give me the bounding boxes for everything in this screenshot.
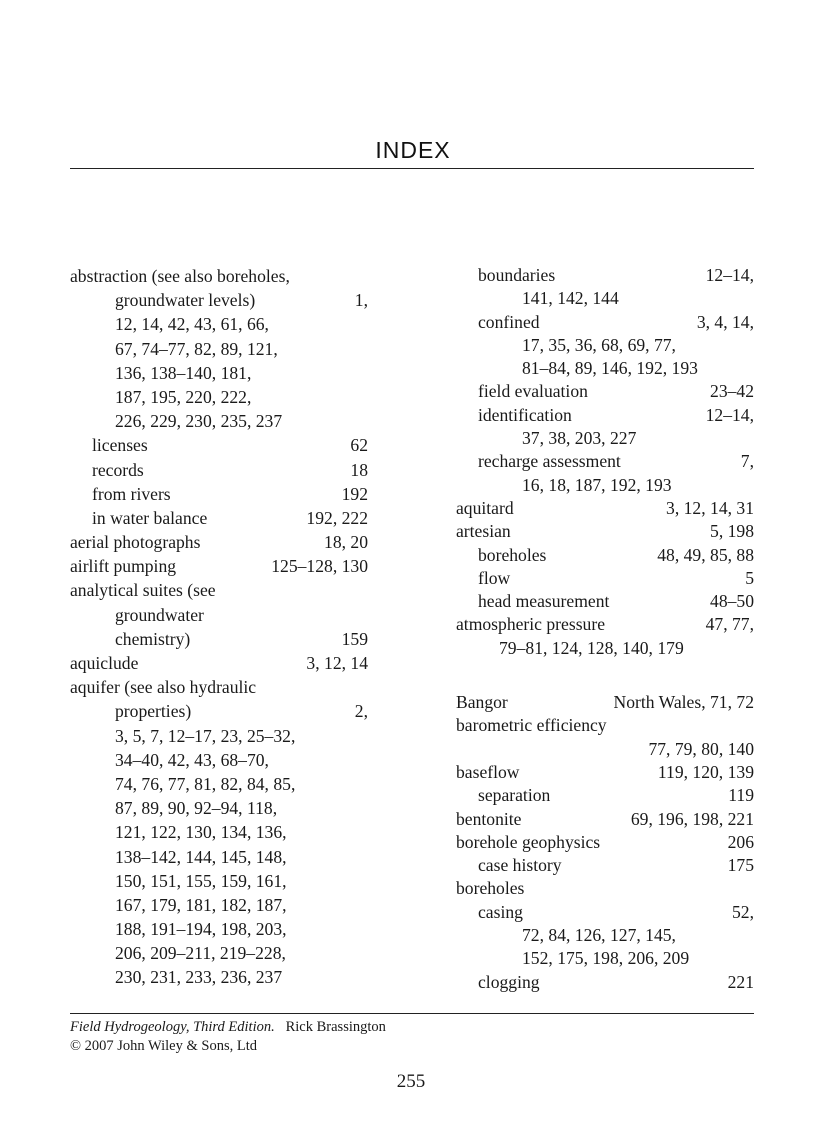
index-entry (70, 433, 368, 457)
index-term: 167, 179, 181, 182, 187, (115, 894, 287, 915)
index-entry (456, 497, 754, 520)
index-pages: 18 (350, 459, 368, 480)
index-pages: North Wales, 71, 72 (613, 692, 754, 713)
index-pages: 69, 196, 198, 221 (630, 808, 754, 829)
index-pages: 5 (745, 567, 754, 588)
footer (70, 1018, 386, 1055)
index-entry (456, 761, 754, 784)
index-entry (70, 965, 368, 989)
author: Rick Brassington (285, 1019, 386, 1035)
index-term: 152, 175, 198, 206, 209 (522, 948, 690, 969)
index-term: 79–81, 124, 128, 140, 179 (499, 637, 684, 658)
copyright: © 2007 John Wiley & Sons, Ltd (70, 1037, 257, 1054)
index-term: 121, 122, 130, 134, 136, (115, 822, 287, 843)
index-entry (70, 264, 368, 288)
index-entry (456, 971, 754, 994)
index-entry (456, 427, 754, 450)
index-term: properties) (115, 701, 192, 722)
index-term: 37, 38, 203, 227 (522, 428, 637, 449)
index-term: 141, 142, 144 (522, 288, 619, 309)
index-term: identification (478, 404, 572, 425)
index-term: groundwater levels) (115, 290, 256, 311)
index-pages: 62 (350, 435, 368, 456)
index-column-right (456, 264, 754, 994)
index-term: 226, 229, 230, 235, 237 (115, 411, 283, 432)
index-term: 67, 74–77, 82, 89, 121, (115, 338, 278, 359)
index-entry (70, 554, 368, 578)
index-entry (456, 808, 754, 831)
index-term: aquifer (see also hydraulic (70, 677, 257, 698)
index-term: borehole geophysics (456, 831, 601, 852)
index-term: records (92, 459, 144, 480)
index-pages: 206 (727, 831, 754, 852)
index-entry (456, 738, 754, 761)
index-entry (456, 714, 754, 737)
index-pages: 12–14, (705, 404, 754, 425)
index-entry (456, 287, 754, 310)
index-entry (70, 941, 368, 965)
index-pages: 18, 20 (324, 532, 368, 553)
index-entry (70, 409, 368, 433)
index-term: 150, 151, 155, 159, 161, (115, 870, 287, 891)
index-entry (456, 947, 754, 970)
index-term: casing (478, 901, 523, 922)
index-entry (70, 482, 368, 506)
index-pages: 3, 4, 14, (696, 311, 754, 332)
index-term: chemistry) (115, 628, 191, 649)
index-term: licenses (92, 435, 148, 456)
index-entry (70, 337, 368, 361)
index-term: 16, 18, 187, 192, 193 (522, 474, 672, 495)
index-term: aerial photographs (70, 532, 201, 553)
index-entry (456, 877, 754, 900)
index-entry (70, 675, 368, 699)
index-entry (456, 901, 754, 924)
index-entry (70, 506, 368, 530)
index-entry (70, 361, 368, 385)
index-term: boreholes (456, 878, 525, 899)
index-pages: 192, 222 (306, 507, 368, 528)
index-entry (456, 334, 754, 357)
index-term: flow (478, 567, 511, 588)
index-term: clogging (478, 971, 540, 992)
index-term: aquiclude (70, 653, 139, 673)
index-term: abstraction (see also boreholes, (70, 266, 290, 286)
index-pages: 119 (728, 785, 754, 806)
index-entry (70, 385, 368, 409)
index-pages: 12–14, (705, 265, 754, 285)
index-entry (70, 820, 368, 844)
index-term: 136, 138–140, 181, (115, 362, 252, 383)
index-entry (456, 924, 754, 947)
index-pages: 23–42 (710, 381, 754, 402)
index-entry (456, 613, 754, 636)
index-entry (456, 474, 754, 497)
index-term: 188, 191–194, 198, 203, (115, 919, 287, 940)
index-term: artesian (456, 521, 511, 542)
index-entry (70, 312, 368, 336)
index-entry (70, 578, 368, 602)
index-entry (456, 854, 754, 877)
index-pages: 2, (354, 701, 368, 722)
title-rule (70, 168, 754, 169)
index-entry (70, 458, 368, 482)
page-number: 255 (396, 1071, 426, 1092)
index-term: recharge assessment (478, 451, 621, 472)
index-term: 187, 195, 220, 222, (115, 386, 252, 407)
index-term: from rivers (92, 483, 171, 504)
index-term: barometric efficiency (456, 715, 607, 736)
index-entry (70, 772, 368, 796)
index-term: 87, 89, 90, 92–94, 118, (115, 798, 278, 819)
index-entry (456, 404, 754, 427)
index-entry (456, 311, 754, 334)
index-entry (456, 637, 754, 660)
footer-rule (70, 1013, 754, 1014)
index-term: aquitard (456, 497, 514, 518)
index-pages: 119, 120, 139 (657, 761, 754, 782)
index-pages: 47, 77, (705, 614, 754, 635)
index-entry (70, 699, 368, 723)
index-pages: 77, 79, 80, 140 (648, 738, 754, 759)
index-pages: 221 (727, 971, 754, 992)
index-entry (70, 845, 368, 869)
index-term: baseflow (456, 761, 520, 782)
index-entry (70, 603, 368, 627)
index-pages: 3, 12, 14, 31 (666, 497, 754, 518)
index-term: 12, 14, 42, 43, 61, 66, (115, 314, 269, 335)
index-term: 17, 35, 36, 68, 69, 77, (522, 334, 676, 355)
index-pages: 7, (740, 451, 754, 472)
index-term: 206, 209–211, 219–228, (115, 943, 286, 964)
index-term: 138–142, 144, 145, 148, (115, 846, 287, 867)
index-entry (456, 520, 754, 543)
index-term: analytical suites (see (70, 580, 216, 601)
index-term: in water balance (92, 507, 208, 528)
index-pages: 192 (341, 483, 368, 504)
index-term: field evaluation (478, 381, 588, 402)
book-title: Field Hydrogeology, Third Edition. (70, 1019, 275, 1035)
index-entry (456, 544, 754, 567)
index-entry (456, 264, 754, 287)
index-entry (70, 893, 368, 917)
index-pages: 1, (354, 290, 368, 311)
index-term: Bangor (456, 692, 508, 713)
index-entry (456, 567, 754, 590)
index-pages: 3, 12, 14 (306, 653, 368, 673)
index-term: 74, 76, 77, 81, 82, 84, 85, (115, 773, 296, 794)
index-pages: 159 (341, 628, 368, 649)
index-term: 72, 84, 126, 127, 145, (522, 925, 676, 946)
index-entry (456, 691, 754, 714)
index-entry (456, 590, 754, 613)
index-term: groundwater (115, 604, 204, 625)
index-pages: 48–50 (710, 591, 754, 612)
index-pages: 125–128, 130 (271, 556, 368, 577)
index-entry (70, 748, 368, 772)
index-entry (456, 784, 754, 807)
index-term: separation (478, 785, 551, 806)
index-term: atmospheric pressure (456, 614, 606, 635)
index-term: 34–40, 42, 43, 68–70, (115, 749, 269, 770)
index-term: boundaries (478, 265, 556, 285)
index-term: 230, 231, 233, 236, 237 (115, 967, 283, 988)
index-entry (70, 627, 368, 651)
index-pages: 52, (732, 901, 754, 922)
index-entry (70, 651, 368, 675)
index-pages: 175 (727, 855, 754, 876)
index-entry (70, 917, 368, 941)
index-spacer (456, 660, 754, 691)
index-term: 3, 5, 7, 12–17, 23, 25–32, (115, 725, 296, 746)
index-entry (70, 288, 368, 312)
index-entry (456, 831, 754, 854)
index-entry (70, 530, 368, 554)
index-entry (456, 380, 754, 403)
index-entry (70, 796, 368, 820)
index-entry (456, 357, 754, 380)
index-term: boreholes (478, 544, 547, 565)
index-term: airlift pumping (70, 556, 177, 577)
index-column-left (70, 264, 368, 990)
index-pages: 48, 49, 85, 88 (657, 544, 754, 565)
index-entry (70, 724, 368, 748)
index-term: bentonite (456, 808, 522, 829)
index-term: case history (478, 855, 562, 876)
index-term: head measurement (478, 591, 610, 612)
index-term: 81–84, 89, 146, 192, 193 (522, 358, 698, 379)
page-title: INDEX (375, 137, 451, 163)
index-entry (456, 450, 754, 473)
index-term: confined (478, 311, 540, 332)
index-pages: 5, 198 (710, 521, 754, 542)
index-entry (70, 869, 368, 893)
